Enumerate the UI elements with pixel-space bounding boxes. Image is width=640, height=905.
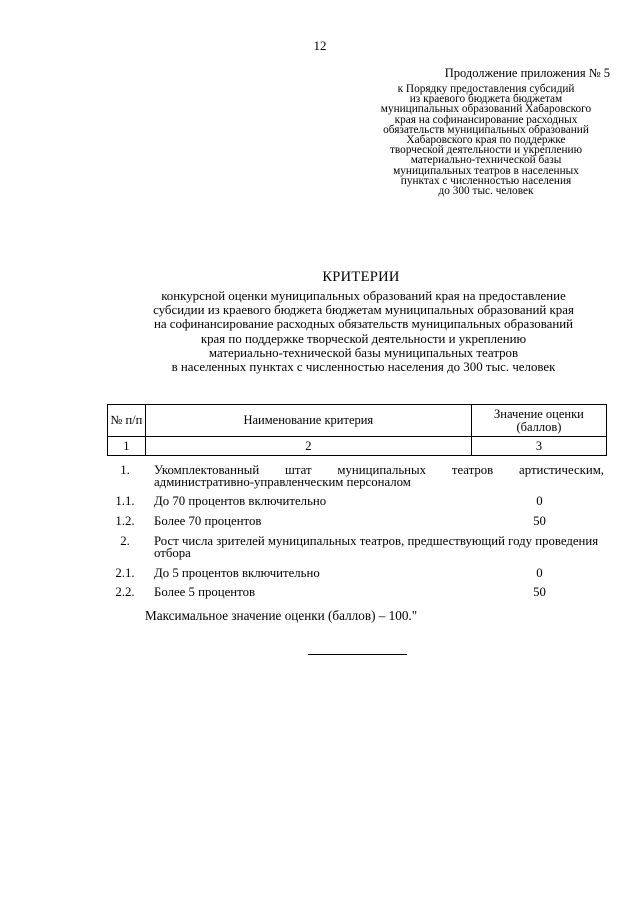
criterion-text: До 5 процентов включительно (154, 566, 320, 580)
criterion-number: 2.2. (115, 585, 135, 599)
appendix-line: материально-технической базы (410, 154, 562, 167)
criterion-text: До 70 процентов включительно (154, 494, 327, 508)
appendix-line: пунктах с численностью населения (400, 174, 572, 187)
max-score-note: Максимальное значение оценки (баллов) – 100." (145, 608, 418, 623)
column-number: 3 (471, 437, 606, 456)
criterion-score: 0 (536, 494, 543, 508)
column-number: 2 (145, 437, 471, 456)
subtitle-line: материально-технической базы муниципальных театров (208, 345, 519, 360)
criterion-number: 1.2. (115, 514, 135, 528)
appendix-heading: Продолжение приложения № 5 (444, 66, 610, 80)
page-number: 12 (313, 38, 327, 53)
criteria-table-header (107, 404, 607, 456)
appendix-line: муниципальных образований Хабаровского (380, 103, 592, 116)
appendix-line: из краевого бюджета бюджетам (409, 93, 563, 106)
criterion-number: 1.1. (115, 494, 135, 508)
criterion-row (107, 586, 607, 598)
appendix-line: края на софинансирование расходных (394, 113, 578, 126)
appendix-line: до 300 тыс. человек (438, 185, 534, 198)
criterion-row (107, 495, 607, 507)
column-number: 1 (108, 437, 146, 456)
criterion-text: Укомплектованный штат муниципальных театров артистическим, административно-управленческим персоналом (154, 463, 604, 489)
subtitle-line: на софинансирование расходных обязательств муниципальных образований (153, 317, 574, 332)
table-column-numbers-row (108, 437, 607, 456)
table-header-row (108, 405, 607, 437)
criterion-text: Более 70 процентов (154, 514, 262, 528)
header-criterion: Наименование критерия (145, 405, 471, 437)
subtitle-line: края по поддержке творческой деятельности и укреплению (200, 331, 527, 346)
appendix-line: обязательств муниципальных образований (383, 123, 589, 136)
appendix-line: муниципальных театров в населенных (393, 164, 579, 177)
document-subtitle (95, 289, 632, 374)
appendix-line: к Порядку предоставления субсидий (397, 83, 575, 95)
criterion-score: 50 (533, 585, 546, 599)
criterion-text: Более 5 процентов (154, 585, 256, 599)
criterion-row (107, 535, 607, 559)
appendix-line: творческой деятельности и укреплению (389, 144, 583, 157)
criterion-number: 2. (120, 534, 130, 548)
end-divider (308, 654, 407, 655)
subtitle-line: конкурсной оценки муниципальных образований края на предоставление (161, 289, 566, 303)
subtitle-line: субсидии из краевого бюджета бюджетам муниципальных образований края (153, 303, 574, 318)
criterion-number: 1. (120, 463, 130, 477)
criterion-score: 0 (536, 566, 543, 580)
criterion-number: 2.1. (115, 566, 135, 580)
criterion-text: Рост числа зрителей муниципальных театров, предшествующий году проведения отбора (154, 534, 599, 560)
appendix-line: Хабаровского края по поддержке (406, 134, 566, 147)
criterion-score: 50 (533, 514, 546, 528)
criterion-row (107, 567, 607, 579)
header-score: Значение оценки (баллов) (471, 405, 606, 437)
criterion-row (107, 464, 607, 488)
header-number: № п/п (108, 405, 146, 437)
appendix-reference (355, 84, 617, 196)
subtitle-line: в населенных пунктах с численностью населения до 300 тыс. человек (171, 360, 556, 375)
criterion-row (107, 515, 607, 527)
document-title: КРИТЕРИИ (322, 269, 400, 285)
